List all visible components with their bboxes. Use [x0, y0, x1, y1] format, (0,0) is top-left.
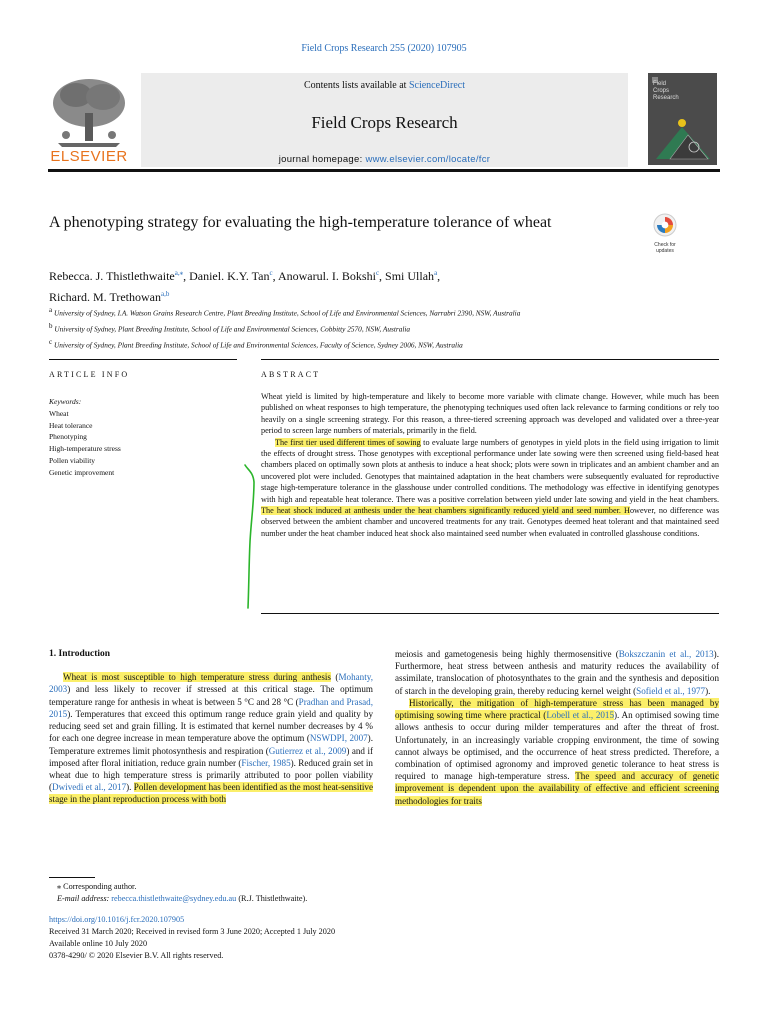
keyword: Phenotyping [49, 432, 87, 442]
divider [261, 359, 719, 360]
check-for-updates-label: Check for updates [654, 242, 676, 254]
citation-link[interactable]: Sofield et al., 1977 [636, 685, 706, 696]
cover-title: Field Crops Research [653, 81, 679, 101]
citation-link[interactable]: NSWDPI, 2007 [309, 733, 368, 744]
body-paragraph: Wheat is most susceptible to high temperature stress during anthesis (Mohanty, 2003) and less likely to recover if stressed at this critical stage. The optimum temperature range for anthesis in wheat is between 5 °C and 28 °C (Pradhan and Prasad, 2015). Temperatures that exceed this optimum range reduce grain yield and quality by reducing seed set and grain filling. It is estimated that kernel number decreases by 4 % for each one degree increase in mean temperature above the optimum (NSWDPI, 2007). Temperature extremes limit photosynthesis and respiration (Gutierrez et al., 2009) and if imposed after floral initiation, reduce grain number (Fischer, 1985). Reduced grain set in wheat due to high temperature stress is primarily attributed to poor pollen viability (Dwivedi et al., 2017). Pollen development has been identified as the most heat-sensitive stage in the plant reproduction process with both [49, 672, 374, 805]
footnote-divider [49, 877, 95, 878]
article-info-heading: ARTICLE INFO [49, 370, 130, 379]
article-title: A phenotyping strategy for evaluating the high-temperature tolerance of wheat [49, 214, 552, 231]
author[interactable]: Smi Ullah [385, 269, 435, 283]
body-paragraph: meiosis and gametogenesis being highly thermosensitive (Bokszczanin et al., 2013). Furthermore, heat stress between anthesis and maturity reduces the availability of assimilate, translocation of photosynthates to the grain and the synthesis and deposition of starch in the developing grain, thereby reducing kernel weight (Sofield et al., 1977). [395, 649, 719, 696]
highlight: The speed and accuracy of genetic improvement is dependent upon the availability of effective and efficient screening methodologies for traits [395, 771, 719, 806]
keyword: Pollen viability [49, 455, 96, 465]
journal-reference[interactable]: Field Crops Research 255 (2020) 107905 [301, 43, 467, 54]
abstract-paragraph: The first tier used different times of sowing to evaluate large numbers of genotypes in yield plots in the field using irrigation to limit the effects of drought stress. Those genotypes with exceptional performance under late sowing were then screened using field-based heat chambers placed on optimally sown plots at anthesis to induce a heat shock; plots were sown in triplicates and an ambient chamber and an uncovered plot were included. Genotypes that maintained adaptation in the heat chambers were subsequently evaluated for reproductive stage high-temperature tolerance in the glasshouse under controlled conditions. The methodology was effective in identifying genotypes with high and repeatable heat tolerance. There was a positive correlation between yield under late sowing and yield in the heat chambers. The heat shock induced at anthesis under the heat chambers significantly reduced yield and seed number. However, no difference was observed between the ambient chamber and uncovered treatments for any trait. Genotypes deemed heat tolerant and that maintained seed number under the heat chamber induced heat shock also maintained seed number when evaluated in controlled glasshouse conditions. [261, 437, 720, 538]
divider [49, 359, 237, 360]
doi-link[interactable]: https://doi.org/10.1016/j.fcr.2020.107905 [49, 915, 185, 924]
keyword: Genetic improvement [49, 467, 115, 477]
affiliation-item: $^a$ University of Sydney, I.A. Watson Grains Research Centre, Plant Breeding Institute, School of Life and Environmental Sciences, Narrabri 2390, NSW, Australia [49, 306, 521, 318]
check-for-updates-badge[interactable] [648, 212, 682, 252]
email-link[interactable]: rebecca.thistlethwaite@sydney.edu.au [111, 894, 237, 903]
affiliations [49, 304, 729, 352]
affiliation-item: $^c$ University of Sydney, Plant Breeding Institute, School of Life and Environmental Sciences, Faculty of Science, Sydney 2006, NSW, Australia [49, 337, 463, 350]
abstract-heading: ABSTRACT [261, 370, 321, 379]
author[interactable]: Anowarul. I. Bokshi [277, 269, 376, 283]
author-affiliation-marker[interactable]: c [269, 269, 273, 277]
citation-link[interactable]: Dwivedi et al., 2017 [52, 782, 127, 793]
hand-drawn-margin-line-icon [242, 462, 258, 612]
journal-masthead [48, 68, 720, 172]
citation-link[interactable]: Mohanty, 2003 [49, 672, 373, 695]
publication-info [49, 914, 549, 962]
footnotes [49, 881, 449, 905]
abstract-body [261, 391, 719, 539]
keyword: High-temperature stress [49, 444, 121, 454]
copyright-line: 0378-4290/ © 2020 Elsevier B.V. All rights reserved. [49, 951, 224, 960]
author-affiliation-marker[interactable]: a,b [161, 290, 170, 298]
keywords-list [49, 396, 237, 479]
introduction-right-column [395, 648, 719, 807]
online-date: Available online 10 July 2020 [49, 939, 148, 948]
journal-homepage-link[interactable]: www.elsevier.com/locate/fcr [365, 154, 491, 165]
highlight: Historically, the mitigation of high-temperature stress has been managed by optimising sowing time where practical ( [395, 697, 719, 721]
highlight: Pollen development has been identified as the most heat-sensitive stage in the plant reproduction process with both [49, 782, 374, 805]
abstract-paragraph: Wheat yield is limited by high-temperature and likely to become more variable with climate change. However, while much has been published on wheat responses to high temperature, the phenotyping techniques used often lack relevance to farming conditions or rely too heavily on a single screening strategy. For this reason, a three-tiered screening approach was developed and validated over a three-year period to screen large numbers of materials, primarily in the field. [261, 392, 719, 436]
author[interactable]: Daniel. K.Y. Tan [189, 269, 270, 283]
body-paragraph: Historically, the mitigation of high-temperature stress has been managed by optimising sowing time where practical (Lobell et al., 2015). An optimised sowing time allows anthesis to occur during milder temperatures and after the threat of frost. Unfortunately, in an increasingly variable cropping environment, the time of sowing cannot always be optimised, and the occurrence of heat stress predicted. Therefore, a combination of optimised agronomy and improved genetic tolerance to heat stress is required to manage high-temperature stress. The speed and accuracy of genetic improvement is dependent upon the availability of effective and efficient screening methodologies for traits [395, 697, 719, 806]
masthead-banner [141, 73, 628, 167]
citation-link[interactable]: Lobell et al., 2015 [546, 710, 615, 721]
citation-link[interactable]: Bokszczanin et al., 2013 [618, 649, 714, 659]
journal-homepage-line: journal homepage: www.elsevier.com/locate/fcr [278, 154, 491, 165]
publisher-name: ELSEVIER [50, 148, 128, 165]
author-affiliation-marker[interactable]: a,⁎ [174, 269, 184, 277]
citation-link[interactable]: Gutierrez et al., 2009 [268, 745, 347, 756]
citation-link[interactable]: Pradhan and Prasad, 2015 [49, 696, 373, 719]
introduction-left-column [49, 648, 373, 806]
author-list: Rebecca. J. Thistlethwaite$^{a,⁎}$, Daniel. K.Y. Tan$^c$, Anowarul. I. Bokshi$^c$, Smi Ullah$^a$, Richard. M. Trethowan$^{a,b}$ [49, 269, 441, 304]
author[interactable]: Rebecca. J. Thistlethwaite [49, 269, 175, 283]
email-note: E-mail address: rebecca.thistlethwaite@sydney.edu.au (R.J. Thistlethwaite). [57, 894, 308, 903]
keywords-label: Keywords: [49, 397, 82, 406]
keyword: Wheat [49, 408, 69, 418]
keyword: Heat tolerance [49, 420, 93, 430]
journal-cover-thumbnail[interactable] [648, 73, 717, 165]
divider [261, 613, 719, 614]
highlight: The first tier used different times of sowing [275, 437, 421, 447]
author[interactable]: Richard. M. Trethowan [49, 290, 161, 304]
section-heading: 1. Introduction [49, 649, 111, 659]
highlight: Wheat is most susceptible to high temperature stress during anthesis [63, 672, 331, 683]
author-affiliation-marker[interactable]: a [434, 269, 438, 277]
sciencedirect-link[interactable]: ScienceDirect [408, 80, 466, 91]
affiliation-item: $^b$ University of Sydney, Plant Breeding Institute, School of Life and Environmental Sciences, Cobbitty 2570, NSW, Australia [49, 321, 411, 334]
received-dates: Received 31 March 2020; Received in revised form 3 June 2020; Accepted 1 July 2020 [49, 927, 336, 936]
check-for-updates-icon [648, 212, 682, 238]
journal-name: Field Crops Research [311, 113, 458, 132]
author-affiliation-marker[interactable]: c [375, 269, 380, 277]
contents-line: Contents lists available at ScienceDirect [303, 80, 466, 91]
highlight: The heat shock induced at anthesis under the heat chambers significantly reduced yield and seed number. H [261, 506, 630, 516]
corresponding-author-note: ⁎ Corresponding author. [57, 882, 137, 891]
citation-link[interactable]: Fischer, 1985 [241, 757, 291, 768]
